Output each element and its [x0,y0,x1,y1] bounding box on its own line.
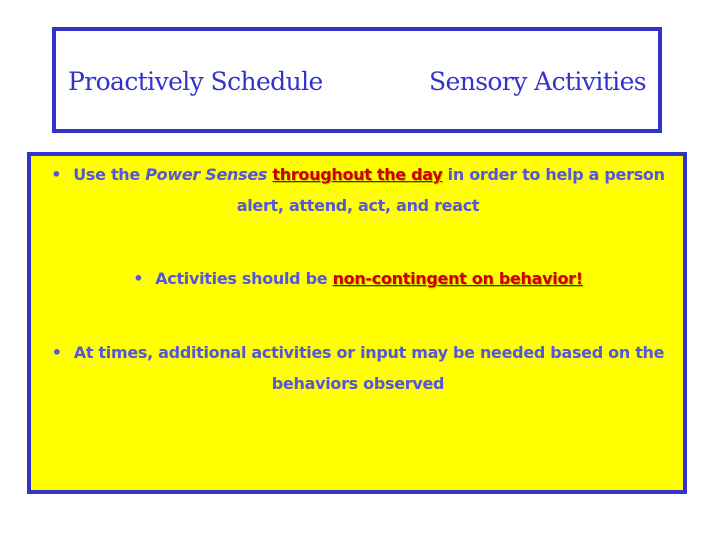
slide-title-left: Proactively Schedule [68,67,323,96]
bullet-marker: • [133,269,144,288]
bullet-marker: • [51,165,62,184]
bullet-item [41,159,675,221]
bullet-text: At times, additional activities or input may be needed based on the behaviors observed [73,343,665,393]
bullet-item [41,337,675,399]
bullet-text: Use the [73,165,146,184]
slide-title-right: Sensory Activities [428,67,646,96]
italic-term: Power Senses [145,165,268,184]
title-box [52,27,662,133]
bullet-marker: • [51,343,62,362]
highlight-text: throughout the day [272,165,443,184]
highlight-text: non-contingent on behavior! [332,269,583,288]
content-box [27,152,687,494]
bullet-text-continued: in order to help a person alert, attend, act, and react [236,165,665,215]
bullet-item [41,263,675,294]
bullet-text: Activities should be [155,269,333,288]
